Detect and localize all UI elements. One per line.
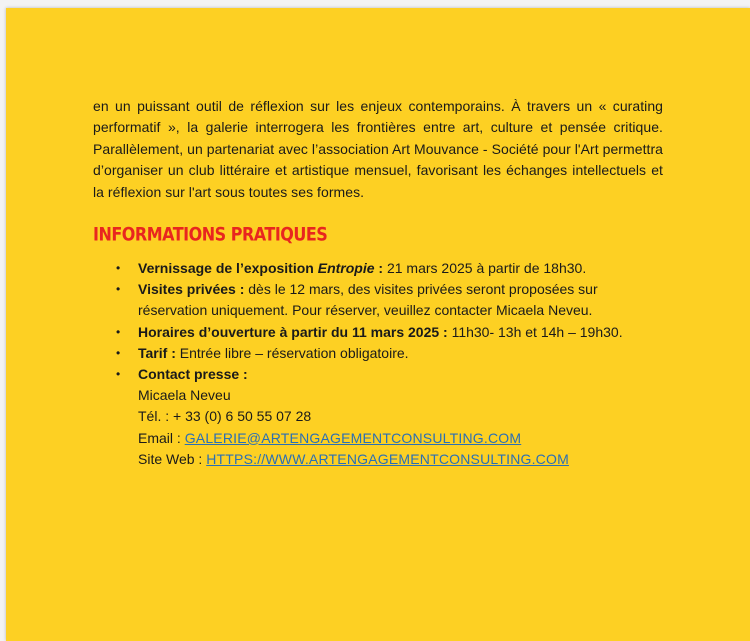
contact-email-line [138, 428, 663, 449]
body-paragraph: en un puissant outil de réflexion sur les enjeux contemporains. À travers un « curating performatif », la galerie interrogera les frontières entre art, culture et pensée critique. Parallèlement, un partenariat avec l’association Art Mouvance - Société pour l'Art permettra d’organiser un club littéraire et artistique mensuel, favorisant les échanges intellectuels et la réflexion sur l'art sous toutes ses formes. [93, 98, 663, 200]
item-label: Tarif : [138, 344, 180, 361]
item-text: 21 mars 2025 à partir de 18h30. [386, 260, 587, 277]
item-label: Horaires d’ouverture à partir du 11 mars 2025 : [138, 323, 452, 340]
contact-website-line [138, 449, 663, 470]
website-link[interactable]: HTTPS://WWW.ARTENGAGEMENTCONSULTING.COM [206, 450, 569, 467]
info-list [93, 258, 663, 470]
item-text: 11h30- 13h et 14h – 19h30. [451, 323, 623, 340]
item-text: dès le 12 mars, des visites privées seront proposées sur réservation uniquement. Pour réserver, veuillez contacter Micaela Neveu. [138, 281, 598, 319]
contact-name: Micaela Neveu [138, 387, 231, 404]
item-label-colon: : [374, 260, 387, 277]
bullet-icon: • [116, 367, 121, 382]
email-label: Email : [138, 429, 185, 446]
item-label: Vernissage de l’exposition [138, 260, 318, 277]
email-link[interactable]: GALERIE@ARTENGAGEMENTCONSULTING.COM [184, 429, 522, 446]
list-item-vernissage [116, 258, 663, 279]
page-content [93, 96, 663, 470]
website-label: Site Web : [138, 450, 207, 467]
list-item-visites [116, 279, 663, 321]
bullet-icon: • [116, 282, 121, 297]
item-label: Visites privées : [138, 281, 249, 298]
bullet-icon: • [116, 324, 121, 339]
bullet-icon: • [116, 261, 121, 276]
item-label: Contact presse : [138, 366, 248, 383]
item-text: Entrée libre – réservation obligatoire. [179, 344, 409, 361]
document-page [6, 8, 750, 641]
list-item-contact [116, 364, 663, 470]
contact-phone: Tél. : + 33 (0) 6 50 55 07 28 [138, 408, 312, 425]
item-label-italic: Entropie [317, 260, 375, 277]
section-heading: INFORMATIONS PRATIQUES [93, 223, 328, 245]
list-item-horaires [116, 322, 663, 343]
list-item-tarif [116, 343, 663, 364]
bullet-icon: • [116, 345, 121, 360]
